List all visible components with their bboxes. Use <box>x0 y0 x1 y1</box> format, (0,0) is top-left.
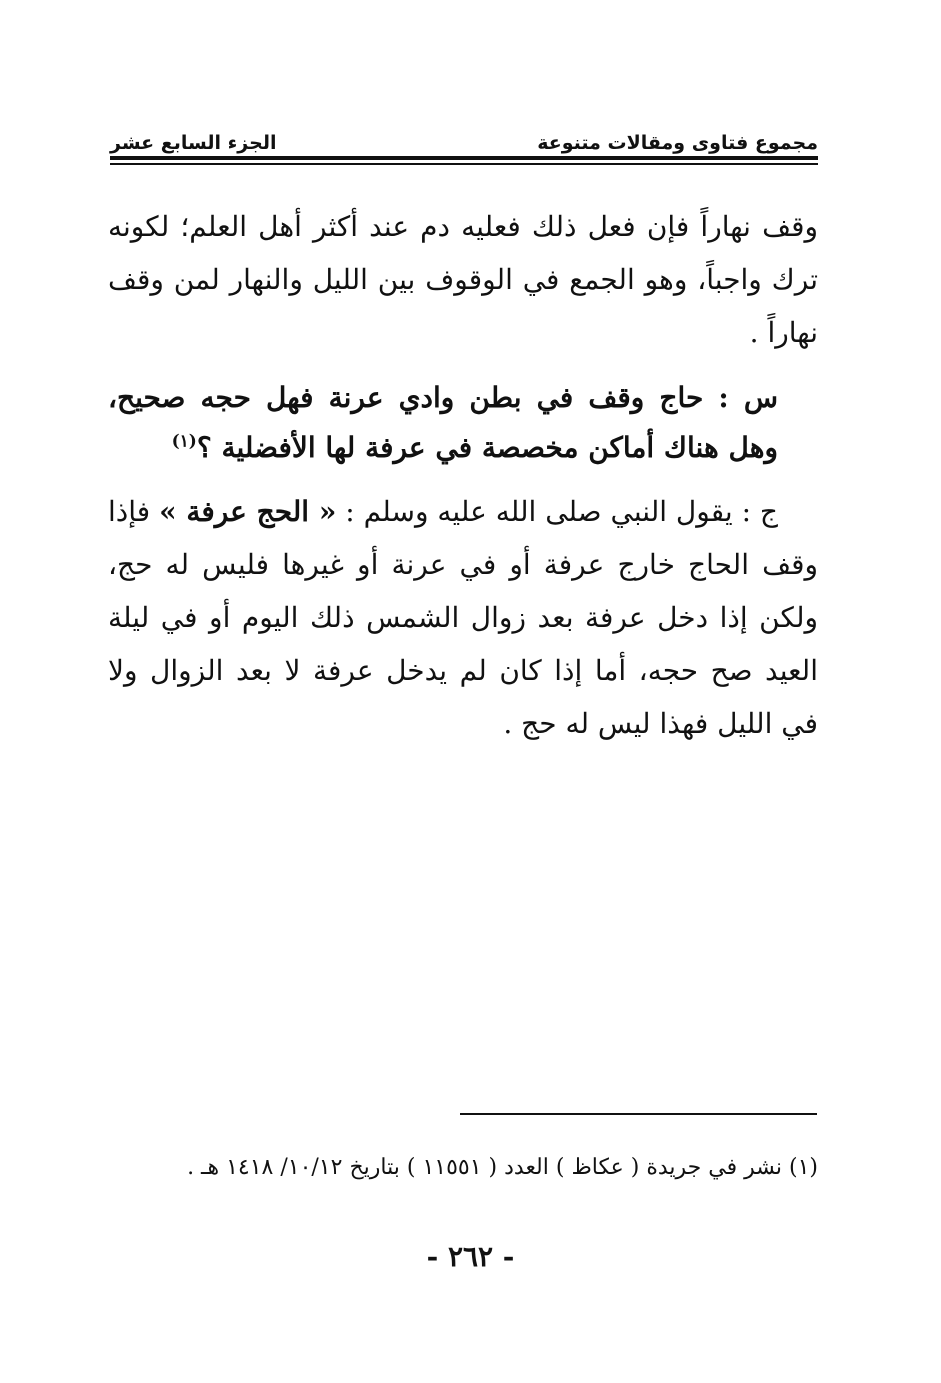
answer-paragraph <box>108 485 818 750</box>
body-text <box>108 200 818 750</box>
question-text: س : حاج وقف في بطن وادي عرنة فهل حجه صحيح، وهل هناك أماكن مخصصة في عرفة لها الأفضلية ؟ <box>108 381 778 464</box>
page-number: - ٢٦٢ - <box>426 1240 515 1273</box>
question-paragraph <box>108 373 818 473</box>
answer-text: فإذا وقف الحاج خارج عرفة أو في عرنة أو غيرها فليس له حج، ولكن إذا دخل عرفة بعد زوال الشمس ذلك اليوم أو في ليلة العيد صح حجه، أما إذا كان لم يدخل عرفة لا بعد الزوال ولا في الليل فهذا ليس له حج . <box>108 495 819 740</box>
volume-label: الجزء السابع عشر <box>110 132 277 154</box>
header-rule-thin <box>110 163 818 165</box>
answer-intro: ج : يقول النبي صلى الله عليه وسلم : <box>336 495 778 528</box>
paragraph-continuation: وقف نهاراً فإن فعل ذلك فعليه دم عند أكثر أهل العلم؛ لكونه ترك واجباً، وهو الجمع في الوقوف بين الليل والنهار لمن وقف نهاراً . <box>108 210 818 349</box>
footnote: (١) نشر في جريدة ( عكاظ ) العدد ( ١١٥٥١ ) بتاريخ ١٠/١٢/ ١٤١٨ هـ . <box>187 1155 818 1180</box>
footnote-separator <box>460 1113 817 1115</box>
hadith-quote: « الحج عرفة » <box>159 495 337 528</box>
book-title: مجموع فتاوى ومقالات متنوعة <box>537 132 818 154</box>
header-rule-thick <box>110 156 818 160</box>
footnote-reference: (١) <box>171 431 197 452</box>
running-header <box>110 120 818 154</box>
